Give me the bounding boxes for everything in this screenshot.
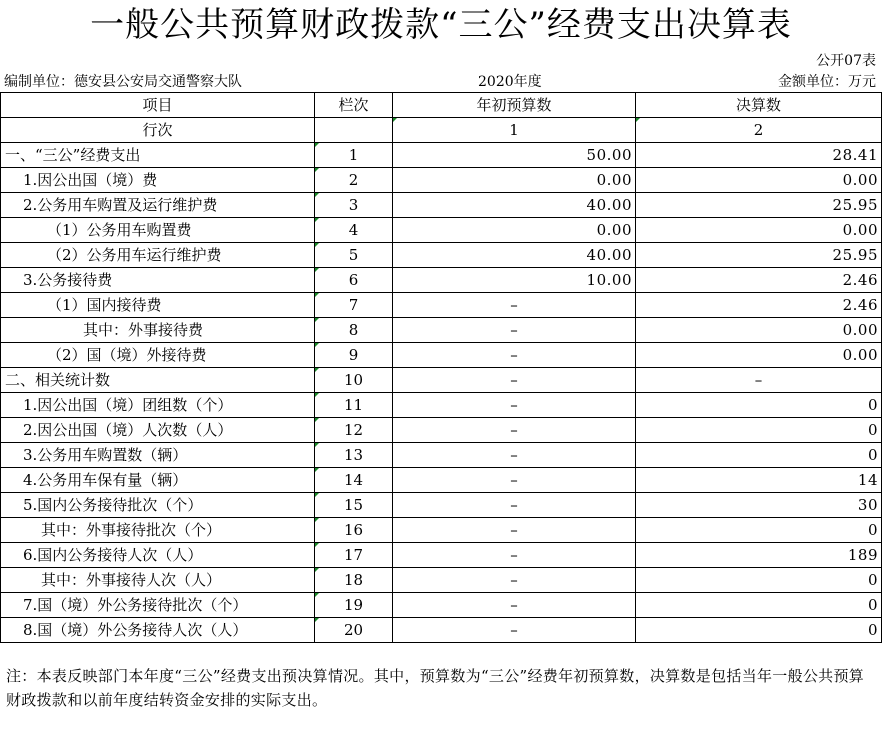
row-budget: – [393,443,636,468]
table-subheader-row [1,118,882,143]
subheader-budget: 1 [393,118,636,143]
row-item: 1.因公出国（境）团组数（个） [1,393,315,418]
table-row [1,468,882,493]
row-line: 4 [315,218,393,243]
row-item: （2）国（境）外接待费 [1,343,315,368]
row-line: 7 [315,293,393,318]
row-budget: – [393,343,636,368]
row-line: 19 [315,593,393,618]
row-line: 6 [315,268,393,293]
row-line: 14 [315,468,393,493]
table-row [1,543,882,568]
report-year: 2020年度 [478,74,542,90]
row-item: 其中：外事接待费 [1,318,315,343]
row-line: 11 [315,393,393,418]
subheader-line [315,118,393,143]
table-header-row [1,93,882,118]
row-line: 2 [315,168,393,193]
reporting-unit: 编制单位：德安县公安局交通警察大队 [4,74,242,90]
row-final: 0 [636,568,882,593]
currency-unit: 金额单位：万元 [778,74,876,90]
row-budget: 40.00 [393,243,636,268]
table-row [1,243,882,268]
row-final: – [636,368,882,393]
row-budget: – [393,518,636,543]
row-budget: 0.00 [393,168,636,193]
row-line: 17 [315,543,393,568]
row-item: （1）国内接待费 [1,293,315,318]
row-budget: – [393,568,636,593]
table-row [1,218,882,243]
row-budget: – [393,318,636,343]
table-row [1,493,882,518]
subheader-item: 行次 [1,118,315,143]
table-row [1,568,882,593]
row-final: 0 [636,393,882,418]
row-item: 二、相关统计数 [1,368,315,393]
row-final: 28.41 [636,143,882,168]
row-item: 5.国内公务接待批次（个） [1,493,315,518]
row-item: 2.公务用车购置及运行维护费 [1,193,315,218]
row-final: 0 [636,593,882,618]
row-item: 3.公务接待费 [1,268,315,293]
row-final: 2.46 [636,293,882,318]
row-final: 25.95 [636,243,882,268]
row-budget: – [393,418,636,443]
subheader-final: 2 [636,118,882,143]
row-final: 0 [636,418,882,443]
row-item: 4.公务用车保有量（辆） [1,468,315,493]
row-final: 0 [636,443,882,468]
header-item: 项目 [1,93,315,118]
row-budget: 10.00 [393,268,636,293]
table-row [1,168,882,193]
table-row [1,518,882,543]
row-line: 10 [315,368,393,393]
row-final: 0.00 [636,343,882,368]
row-budget: – [393,543,636,568]
row-final: 0.00 [636,318,882,343]
table-row [1,443,882,468]
row-final: 0 [636,518,882,543]
row-line: 8 [315,318,393,343]
row-item: 一、“三公”经费支出 [1,143,315,168]
row-budget: – [393,593,636,618]
table-row [1,618,882,643]
row-item: 1.因公出国（境）费 [1,168,315,193]
row-item: 其中：外事接待人次（人） [1,568,315,593]
row-final: 14 [636,468,882,493]
table-row [1,318,882,343]
meta-row [0,72,882,92]
row-item: （2）公务用车运行维护费 [1,243,315,268]
row-line: 16 [315,518,393,543]
row-final: 0 [636,618,882,643]
row-item: 8.国（境）外公务接待人次（人） [1,618,315,643]
row-final: 0.00 [636,218,882,243]
table-row [1,593,882,618]
row-line: 5 [315,243,393,268]
row-budget: – [393,618,636,643]
header-line: 栏次 [315,93,393,118]
table-row [1,143,882,168]
row-item: 6.国内公务接待人次（人） [1,543,315,568]
table-row [1,193,882,218]
row-item: （1）公务用车购置费 [1,218,315,243]
row-item: 其中：外事接待批次（个） [1,518,315,543]
table-row [1,268,882,293]
page-title: 一般公共预算财政拨款“三公”经费支出决算表 [90,5,792,45]
row-line: 9 [315,343,393,368]
row-item: 2.因公出国（境）人次数（人） [1,418,315,443]
row-item: 7.国（境）外公务接待批次（个） [1,593,315,618]
table-row [1,418,882,443]
row-line: 3 [315,193,393,218]
row-final: 0.00 [636,168,882,193]
row-budget: – [393,293,636,318]
row-budget: – [393,393,636,418]
row-final: 189 [636,543,882,568]
row-final: 2.46 [636,268,882,293]
row-budget: 0.00 [393,218,636,243]
row-line: 18 [315,568,393,593]
form-code: 公开07表 [816,53,876,69]
row-line: 20 [315,618,393,643]
header-final: 决算数 [636,93,882,118]
table-row [1,343,882,368]
row-budget: 50.00 [393,143,636,168]
row-budget: – [393,493,636,518]
footnote: 注：本表反映部门本年度“三公”经费支出预决算情况。其中，预算数为“三公”经费年初预算数，决算数是包括当年一般公共预算财政拨款和以前年度结转资金安排的实际支出。 [6,667,865,709]
table-row [1,293,882,318]
row-line: 1 [315,143,393,168]
header-budget: 年初预算数 [393,93,636,118]
row-budget: – [393,368,636,393]
table-row [1,368,882,393]
expenditure-table [0,92,882,643]
row-line: 15 [315,493,393,518]
table-row [1,393,882,418]
row-final: 30 [636,493,882,518]
row-line: 13 [315,443,393,468]
row-final: 25.95 [636,193,882,218]
row-line: 12 [315,418,393,443]
row-budget: – [393,468,636,493]
row-item: 3.公务用车购置数（辆） [1,443,315,468]
row-budget: 40.00 [393,193,636,218]
